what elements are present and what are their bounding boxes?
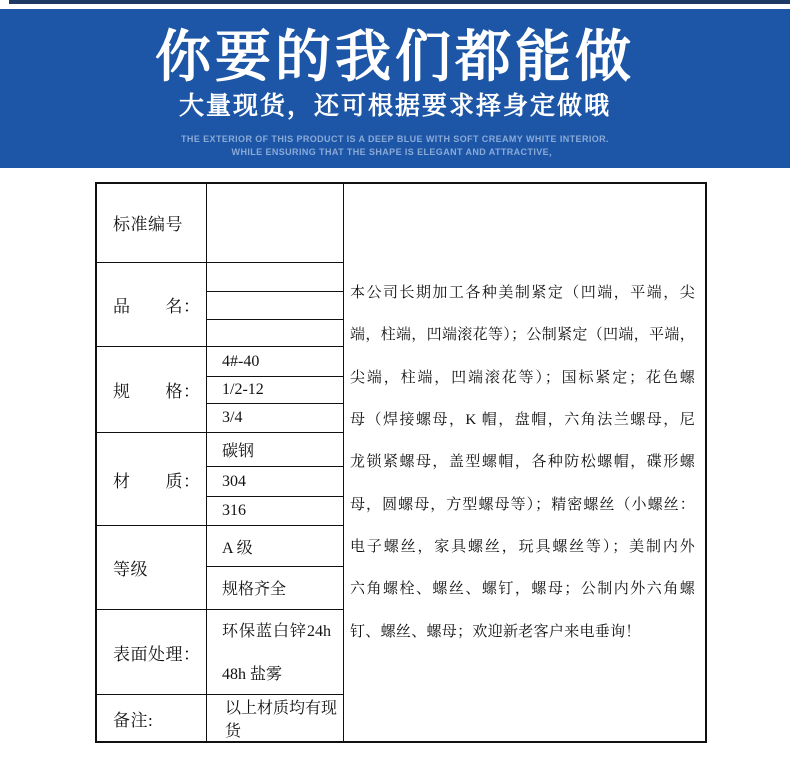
row-standard-number xyxy=(97,184,343,263)
specification-label: 规 格： xyxy=(97,347,207,432)
banner-subtitle: 大量现货，还可根据要求择身定做哦 xyxy=(178,92,611,120)
company-description-paragraph xyxy=(344,184,705,741)
material-value-2: 304 xyxy=(207,467,343,497)
product-name-value-3 xyxy=(207,320,343,347)
row-material xyxy=(97,433,343,526)
banner-tagline-line2: WHILE ENSURING THAT THE SHAPE IS ELEGANT AND ATTRACTIVE， xyxy=(231,147,559,157)
grade-label: 等级 xyxy=(97,526,207,609)
remarks-label: 备注: xyxy=(97,695,207,741)
description-line-7: 电子螺丝，家具螺丝，玩具螺丝等）；美制内外 xyxy=(350,539,695,556)
description-line-9: 钉、螺丝、螺母；欢迎新老客户来电垂询！ xyxy=(350,623,641,640)
surface-treatment-line2: 48h 盐雾 xyxy=(222,666,283,683)
description-line-5: 龙锁紧螺母，盖型螺帽，各种防松螺帽，碟形螺 xyxy=(350,454,695,471)
product-name-value-1 xyxy=(207,263,343,292)
surface-treatment-label: 表面处理： xyxy=(97,610,207,694)
spec-table xyxy=(95,182,707,743)
banner-tagline xyxy=(0,133,790,159)
remarks-value: 以上材质均有现货 xyxy=(225,700,338,740)
surface-treatment-line1: 环保蓝白锌24h xyxy=(222,623,331,640)
product-name-value-2 xyxy=(207,292,343,320)
row-specification xyxy=(97,347,343,433)
description-line-2: 端，柱端，凹端滚花等）；公制紧定（凹端，平端， xyxy=(350,327,695,344)
description-line-3: 尖端，柱端，凹端滚花等）；国标紧定；花色螺 xyxy=(350,369,695,386)
description-line-1: 本公司长期加工各种美制紧定（凹端，平端，尖 xyxy=(350,284,695,301)
banner-tagline-line1: THE EXTERIOR OF THIS PRODUCT IS A DEEP BLUE WITH SOFT CREAMY WHITE INTERIOR. xyxy=(181,134,609,144)
material-value-3: 316 xyxy=(222,502,246,520)
specification-value-2: 1/2-12 xyxy=(207,377,343,405)
grade-value-2: 规格齐全 xyxy=(222,581,287,599)
spec-table-left-columns xyxy=(97,184,344,741)
promo-banner xyxy=(0,9,790,168)
description-line-6: 母，圆螺母，方型螺母等）；精密螺丝（小螺丝： xyxy=(350,496,695,513)
grade-value-1: A 级 xyxy=(207,526,343,566)
description-line-8: 六角螺栓、螺丝、螺钉，螺母；公制内外六角螺 xyxy=(350,581,695,598)
standard-number-value xyxy=(207,184,343,262)
banner-title: 你要的我们都能做 xyxy=(155,25,635,88)
row-remarks xyxy=(97,695,343,741)
top-accent-strip xyxy=(9,0,790,4)
row-grade xyxy=(97,526,343,610)
standard-number-label: 标准编号 xyxy=(97,184,207,262)
row-surface-treatment xyxy=(97,610,343,695)
material-value-1: 碳钢 xyxy=(207,433,343,467)
material-label: 材 质： xyxy=(97,433,207,525)
description-line-4: 母（焊接螺母，K 帽，盘帽，六角法兰螺母，尼 xyxy=(350,411,695,428)
product-name-label: 品 名： xyxy=(97,263,207,347)
specification-value-1: 4#-40 xyxy=(207,347,343,376)
row-product-name xyxy=(97,263,343,348)
specification-value-3: 3/4 xyxy=(222,409,243,427)
surface-treatment-value xyxy=(207,610,343,696)
